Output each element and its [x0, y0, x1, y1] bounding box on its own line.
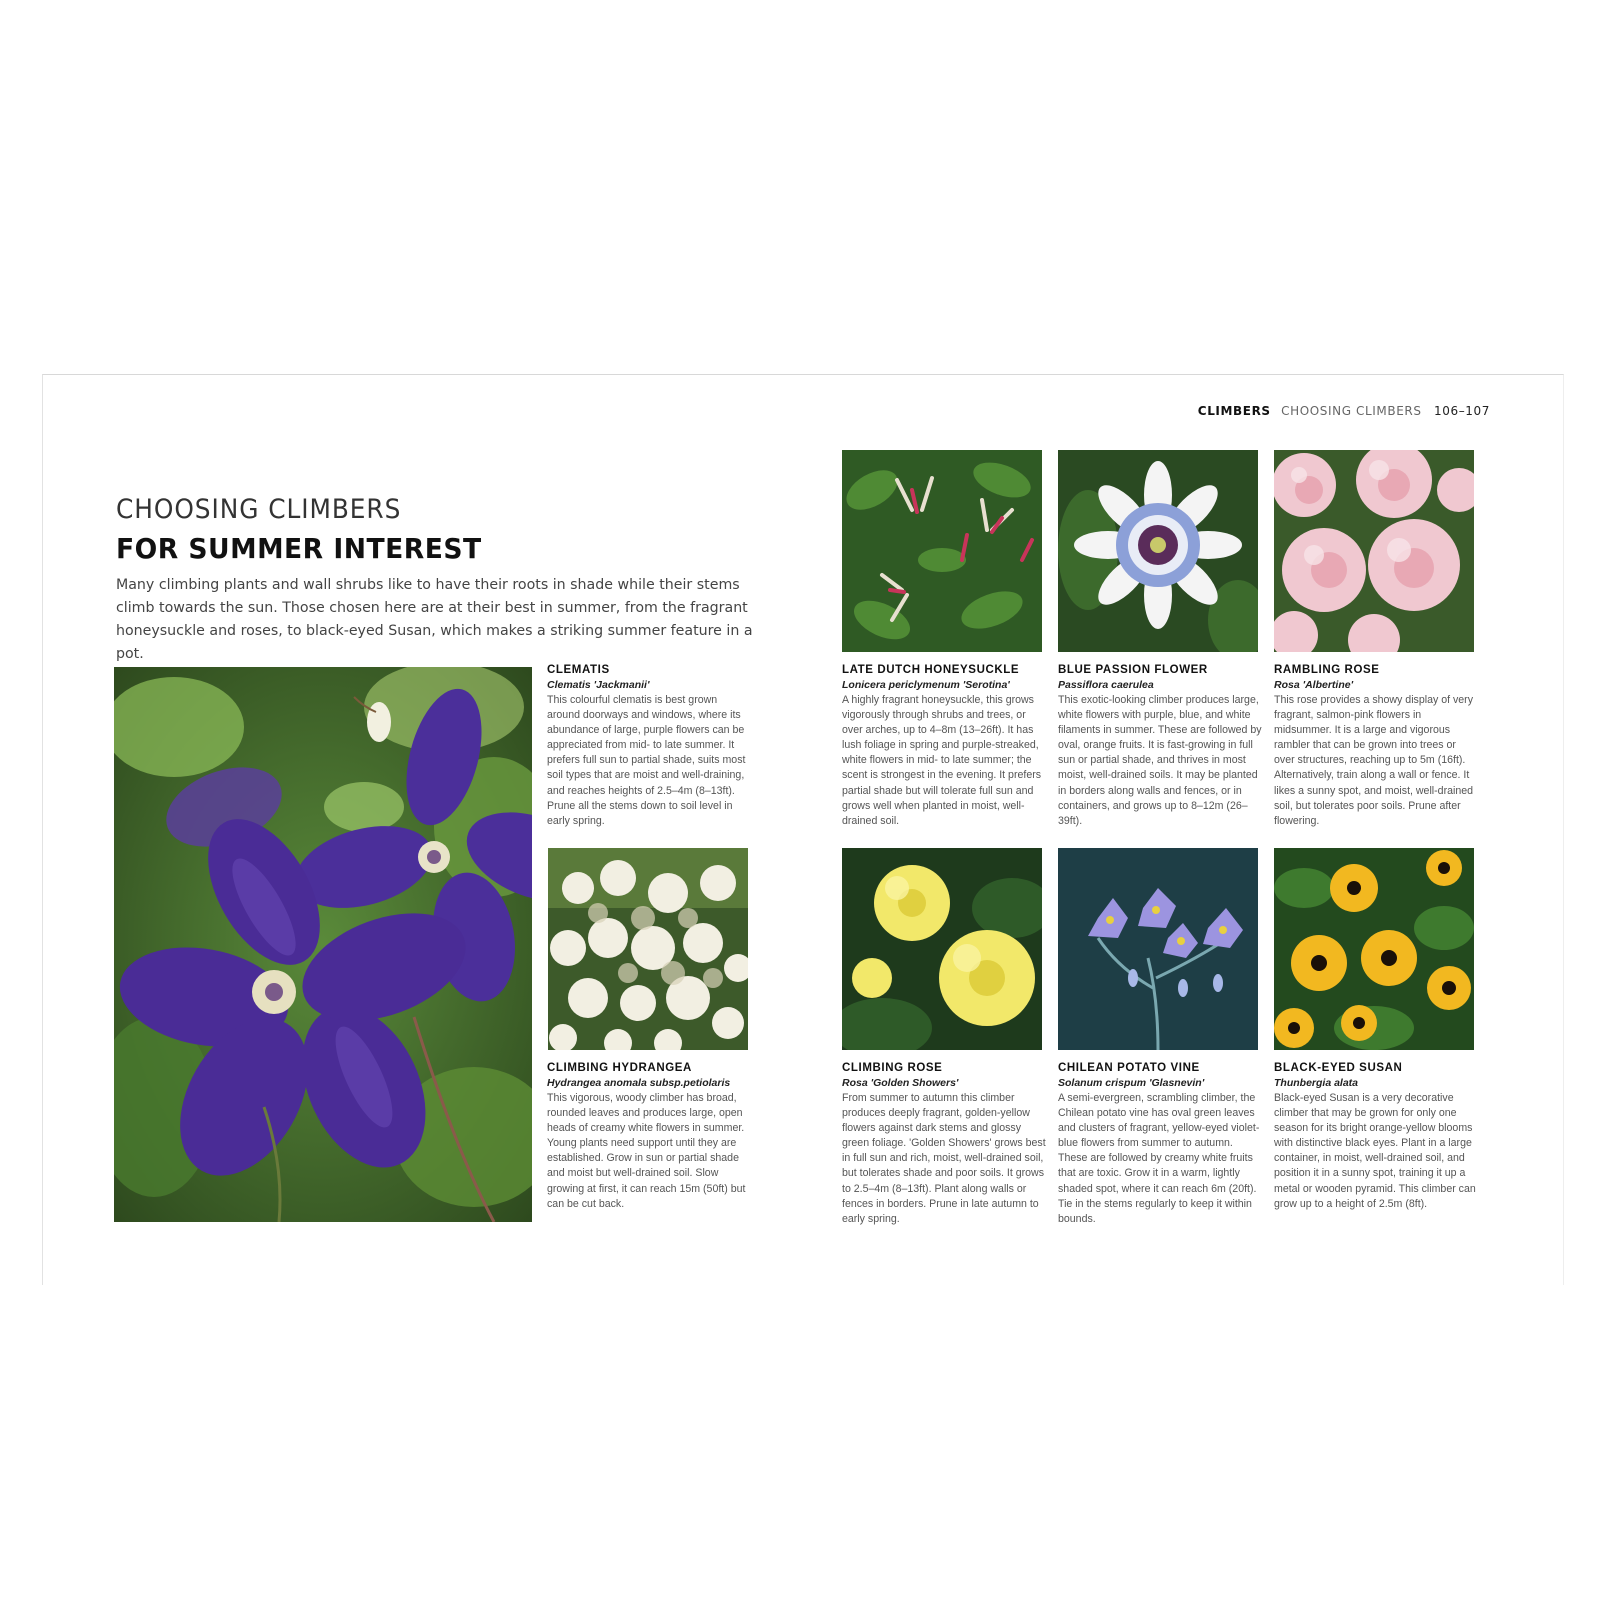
plant-description: This rose provides a showy display of very fragrant, salmon-pink flowers in midsummer. It is a large and vigorous rambler that can be grown into trees or over structures, reaching up to 5m (16ft). Alternatively, train along a wall or fence. It likes a sunny spot, and moist, well-drained soil, but tolerates poor soils. Prune after flowering. — [1274, 694, 1474, 827]
clematis-photo — [114, 667, 532, 1222]
plant-latin-name: Rosa 'Golden Showers' — [842, 1077, 959, 1089]
rambling-rose-photo — [1274, 450, 1474, 652]
plant-description: This exotic-looking climber produces large, white flowers with purple, blue, and white filaments in summer. These are followed by oval, orange fruits. It is fast-growing in full sun or partial shade, and thrives in most moist, well-drained soils. It may be planted in borders along walls and fences, or in containers, and grows up to 8–12m (26–39ft). — [1058, 694, 1262, 827]
plant-name: RAMBLING ROSE — [1274, 664, 1380, 676]
chilean-potato-vine-photo — [1058, 848, 1258, 1050]
plant-latin-name: Solanum crispum 'Glasnevin' — [1058, 1077, 1205, 1089]
plant-entry-black-eyed-susan — [1274, 1061, 1479, 1212]
plant-name: LATE DUTCH HONEYSUCKLE — [842, 664, 1020, 676]
plant-entry-late-dutch-honeysuckle — [842, 663, 1047, 829]
plant-name: CLEMATIS — [547, 664, 610, 676]
honeysuckle-photo — [842, 450, 1042, 652]
plant-name: CLIMBING HYDRANGEA — [547, 1062, 692, 1074]
plant-name: BLACK-EYED SUSAN — [1274, 1062, 1403, 1074]
plant-description: From summer to autumn this climber produces deeply fragrant, golden-yellow flowers against dark stems and glossy green foliage. 'Golden Showers' grows best in full sun and rich, moist, well-drained soil, but tolerates shade and poor soils. It grows to 2.5–4m (8–13ft). Plant along walls or fences in borders. Prune in late autumn to early spring. — [842, 1092, 1046, 1225]
intro-paragraph: Many climbing plants and wall shrubs like to have their roots in shade while their stems climb towards the sun. Those chosen here are at their best in summer, from the fragrant honeysuckle and roses, to black-eyed Susan, which makes a striking summer feature in a pot. — [116, 577, 753, 662]
plant-latin-name: Rosa 'Albertine' — [1274, 679, 1354, 691]
page-title-line2: FOR SUMMER INTEREST — [116, 532, 482, 565]
plant-description: This colourful clematis is best grown around doorways and windows, where its abundance of large, purple flowers can be appreciated from mid- to late summer. It prefers full sun to partial shade, suits most soil types that are moist and well-draining, and reaches heights of 2.5–4m (8–13ft). Prune all the stems down to soil level in early spring. — [547, 694, 746, 827]
hydrangea-photo — [548, 848, 748, 1050]
plant-description: Black-eyed Susan is a very decorative climber that may be grown for only one season for its bright orange-yellow blooms with distinctive black eyes. Plant in a large container, in moist, well-drained soil, and position it in a sunny spot, training it up a metal or wooden pyramid. This climber can grow up to a height of 2.5m (8ft). — [1274, 1092, 1476, 1210]
plant-entry-climbing-rose — [842, 1061, 1047, 1227]
running-header — [1198, 404, 1490, 418]
black-eyed-susan-photo — [1274, 848, 1474, 1050]
plant-name: CHILEAN POTATO VINE — [1058, 1062, 1200, 1074]
passion-flower-photo — [1058, 450, 1258, 652]
plant-description: A highly fragrant honeysuckle, this grows vigorously through shrubs and trees, or over arches, up to 4–8m (13–26ft). It has lush foliage in spring and purple-streaked, white flowers in mid- to late summer; the scent is strongest in the evening. It prefers partial shade but will tolerate full sun and grows well when planted in moist, well-drained soil. — [842, 694, 1042, 827]
plant-name: CLIMBING ROSE — [842, 1062, 943, 1074]
plant-name: BLUE PASSION FLOWER — [1058, 664, 1208, 676]
plant-latin-name: Hydrangea anomala subsp.petiolaris — [547, 1077, 731, 1089]
plant-latin-name: Lonicera periclymenum 'Serotina' — [842, 679, 1010, 691]
plant-entry-blue-passion-flower — [1058, 663, 1263, 829]
plant-entry-chilean-potato-vine — [1058, 1061, 1263, 1227]
section-label: CLIMBERS — [1197, 404, 1271, 418]
plant-latin-name: Clematis 'Jackmanii' — [547, 679, 650, 691]
climbing-rose-photo — [842, 848, 1042, 1050]
page-title-line1: CHOOSING CLIMBERS — [116, 494, 402, 525]
plant-entry-climbing-hydrangea — [547, 1061, 752, 1212]
plant-latin-name: Thunbergia alata — [1274, 1077, 1359, 1089]
plant-description: This vigorous, woody climber has broad, rounded leaves and produces large, open heads of creamy white flowers in summer. Young plants need support until they are established. Grow in sun or partial shade and moist but well-drained soil. Slow growing at first, it can reach 15m (50ft) but can be cut back. — [547, 1092, 746, 1210]
plant-latin-name: Passiflora caerulea — [1058, 679, 1154, 691]
page-numbers: 106–107 — [1433, 404, 1490, 418]
plant-entry-rambling-rose — [1274, 663, 1479, 829]
plant-description: A semi-evergreen, scrambling climber, the Chilean potato vine has oval green leaves and clusters of fragrant, yellow-eyed violet-blue flowers from summer to autumn. These are followed by creamy white fruits that are toxic. Grow it in a warm, lightly shaded spot, where it can reach 6m (20ft). Tie in the stems regularly to keep it within bounds. — [1058, 1092, 1260, 1225]
plant-entry-clematis — [547, 663, 752, 829]
running-title: CHOOSING CLIMBERS — [1281, 404, 1422, 418]
